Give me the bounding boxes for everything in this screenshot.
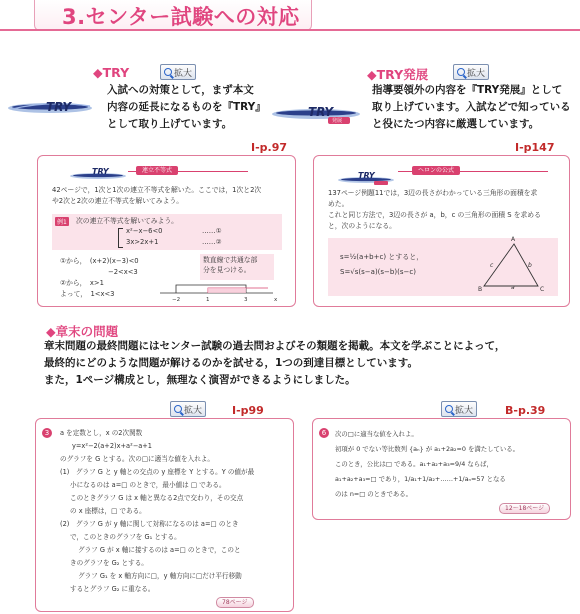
try-logo	[6, 92, 94, 120]
page-link-button[interactable]: 12〜18ページ	[499, 503, 550, 514]
try-adv-mini-logo-text: TRY	[358, 171, 375, 180]
try-desc-line: 内容の延長になるものを『TRY』	[107, 101, 266, 113]
try-adv-desc-line: と役にたつ内容に厳選しています。	[372, 118, 540, 130]
try-page-ref: Ⅰ-p.97	[251, 141, 288, 154]
try-adv-description	[372, 82, 571, 133]
try-adv-page-ref: Ⅰ-p147	[515, 141, 555, 154]
intro-line: めた。	[328, 200, 349, 208]
problem-line: するとグラフ G₂ に重なる。	[70, 585, 155, 593]
section-header	[0, 0, 580, 34]
chapter-desc-line: 最終的にどのような問題が解けるのかを試せる，1つの到達目標としています。	[44, 357, 418, 369]
equation-1-tag: ……①	[202, 227, 222, 235]
try-desc-line: として取り上げています。	[107, 118, 233, 130]
problem-line: (2) グラフ G が y 軸に関して対称になるのは a=□ のとき	[60, 520, 239, 528]
intro-line: これと同じ方法で，3辺の長さが a，b，c の三角形の面積 S を求める	[328, 211, 541, 219]
problem-text	[60, 427, 254, 596]
try-preview-box[interactable]	[37, 155, 296, 307]
magnifier-icon	[174, 405, 182, 413]
zoom-label: 拡大	[455, 405, 474, 416]
page-link-button[interactable]: 78ページ	[216, 597, 254, 608]
chapter-left-page-ref: Ⅰ-p99	[232, 404, 264, 417]
note-line: 数直線で共通な部	[203, 256, 258, 264]
try-description	[107, 82, 266, 133]
problem-line: きのグラフを G₂ とする。	[70, 559, 148, 567]
try-desc-line: 入試への対策として，まず本文	[107, 84, 254, 96]
problem-number: 3	[42, 428, 52, 438]
problem-line: のは n=□ のときである。	[335, 490, 413, 498]
try-adv-mini-logo	[336, 170, 396, 184]
example-badge: 例1	[57, 219, 67, 226]
problem-line: y=x²−2(a+2)x+a²−a+1	[72, 442, 152, 450]
solution-line: よって， 1<x<3	[60, 290, 115, 298]
problem-text	[335, 427, 519, 502]
chapter-right-page-ref: B-p.39	[505, 404, 546, 417]
zoom-label: 拡大	[174, 68, 193, 79]
chapter-desc-line: また，1ページ構成とし，無理なく演習ができるようにしました。	[44, 374, 356, 386]
equation-1: x²−x−6<0	[126, 227, 163, 235]
try-adv-logo-sub: 発展	[332, 118, 343, 124]
try-adv-logo-text: TRY	[308, 105, 334, 119]
problem-line: のグラフを G とする。次の□に適当な値を入れよ。	[60, 455, 214, 463]
axis-label: 3	[244, 297, 248, 303]
try-logo-text: TRY	[46, 100, 72, 114]
axis-label: x	[274, 297, 278, 303]
magnifier-icon	[457, 68, 465, 76]
problem-line: (1) グラフ G と y 軸との交点の y 座標を Y とする。Y の値が最	[60, 468, 255, 476]
magnifier-icon	[164, 68, 172, 76]
vertex-label: B	[478, 286, 483, 293]
zoom-label: 拡大	[184, 405, 203, 416]
try-mini-logo	[68, 166, 128, 178]
chapter-description	[44, 338, 505, 389]
problem-line: 次の□に適当な値を入れよ。	[335, 430, 418, 438]
topic-badge: 連立不等式	[136, 166, 178, 175]
side-label: c	[490, 262, 494, 269]
problem-line: 小になるのは a=□ のときで，最小値は □ である。	[70, 481, 226, 489]
problem-line: の x 座標は，□ である。	[70, 507, 146, 515]
solution-line: −2<x<3	[108, 268, 138, 276]
try-adv-zoom-button[interactable]	[453, 64, 489, 80]
problem-line: グラフ G が x 軸に接するのは a=□ のときで，このと	[78, 546, 241, 554]
page-title: 3.センター試験への対応	[62, 5, 300, 29]
intro-text	[52, 185, 261, 207]
try-adv-heading: ◆TRY発展	[367, 67, 429, 82]
problem-line: a₁+a₂+a₃=□ であり，1/a₁+1/a₂+……+1/aₙ=57 となる	[335, 475, 506, 483]
chapter-right-preview-box[interactable]	[312, 418, 571, 520]
brace	[118, 228, 123, 248]
try-adv-desc-line: 取り上げています。入試などで知っている	[372, 101, 571, 113]
chapter-left-zoom-button[interactable]	[170, 401, 206, 417]
solution-line: ②から， x>1	[60, 279, 104, 287]
try-adv-logo	[270, 97, 362, 127]
magnifier-icon	[445, 405, 453, 413]
problem-line: 初項が 0 でない等比数列 {aₙ} が a₁+2a₂=0 を満たしている。	[335, 445, 520, 453]
note-box	[200, 254, 274, 280]
try-mini-logo-text: TRY	[92, 167, 109, 176]
formula-line: s=½(a+b+c) とすると，	[340, 253, 424, 261]
intro-text	[328, 188, 541, 232]
problem-line: a を定数とし，x の2次関数	[60, 429, 143, 437]
vertex-label: A	[511, 236, 516, 243]
example-text: 次の連立不等式を解いてみよう。	[76, 217, 178, 225]
intro-line: 42ページで，1次と1次の連立不等式を解いた。ここでは，1次と2次	[52, 186, 262, 194]
chapter-right-zoom-button[interactable]	[441, 401, 477, 417]
side-label: a	[511, 284, 515, 291]
problem-number: 6	[319, 428, 329, 438]
note-line: 分を見つける。	[203, 266, 251, 274]
axis-label: 1	[206, 297, 210, 303]
zoom-label: 拡大	[467, 68, 486, 79]
try-adv-desc-line: 指導要領外の内容を『TRY発展』として	[372, 84, 563, 96]
try-heading: ◆TRY	[93, 65, 130, 80]
formula-line: S=√s(s−a)(s−b)(s−c)	[340, 268, 416, 276]
intro-line: と，次のようになる。	[328, 222, 396, 230]
equation-2: 3x>2x+1	[126, 238, 159, 246]
problem-line: このときグラフ G は x 軸と異なる2点で交わり，その交点	[70, 494, 244, 502]
example-panel	[52, 214, 282, 250]
header-rule	[0, 29, 580, 31]
problem-line: で，このときのグラフを G₁ とする。	[70, 533, 181, 541]
solution-line: ①から， (x+2)(x−3)<0	[60, 257, 139, 265]
vertex-label: C	[540, 286, 545, 293]
try-zoom-button[interactable]	[160, 64, 196, 80]
topic-badge: ヘロンの公式	[412, 166, 460, 175]
chapter-left-preview-box[interactable]	[35, 418, 294, 612]
intro-line: や2次と2次の連立不等式を解いてみよう。	[52, 197, 183, 205]
try-adv-preview-box[interactable]	[313, 155, 570, 307]
problem-line: このとき，公比は□ である。a₁+a₂+a₃=9/4 ならば，	[335, 460, 493, 468]
chapter-heading: ◆章末の問題	[46, 324, 119, 339]
chapter-desc-line: 章末問題の最終問題にはセンター試験の過去問およびその類題を掲載。本文を学ぶことによって，	[44, 340, 506, 352]
problem-line: グラフ G₁ を x 軸方向に□，y 軸方向に□だけ平行移動	[78, 572, 242, 580]
axis-label: −2	[172, 297, 181, 303]
intro-line: 137ページ例題11では，3辺の長さがわかっている三角形の面積を求	[328, 189, 538, 197]
side-label: b	[528, 262, 532, 269]
formula-panel	[328, 238, 558, 296]
equation-2-tag: ……②	[202, 238, 222, 246]
